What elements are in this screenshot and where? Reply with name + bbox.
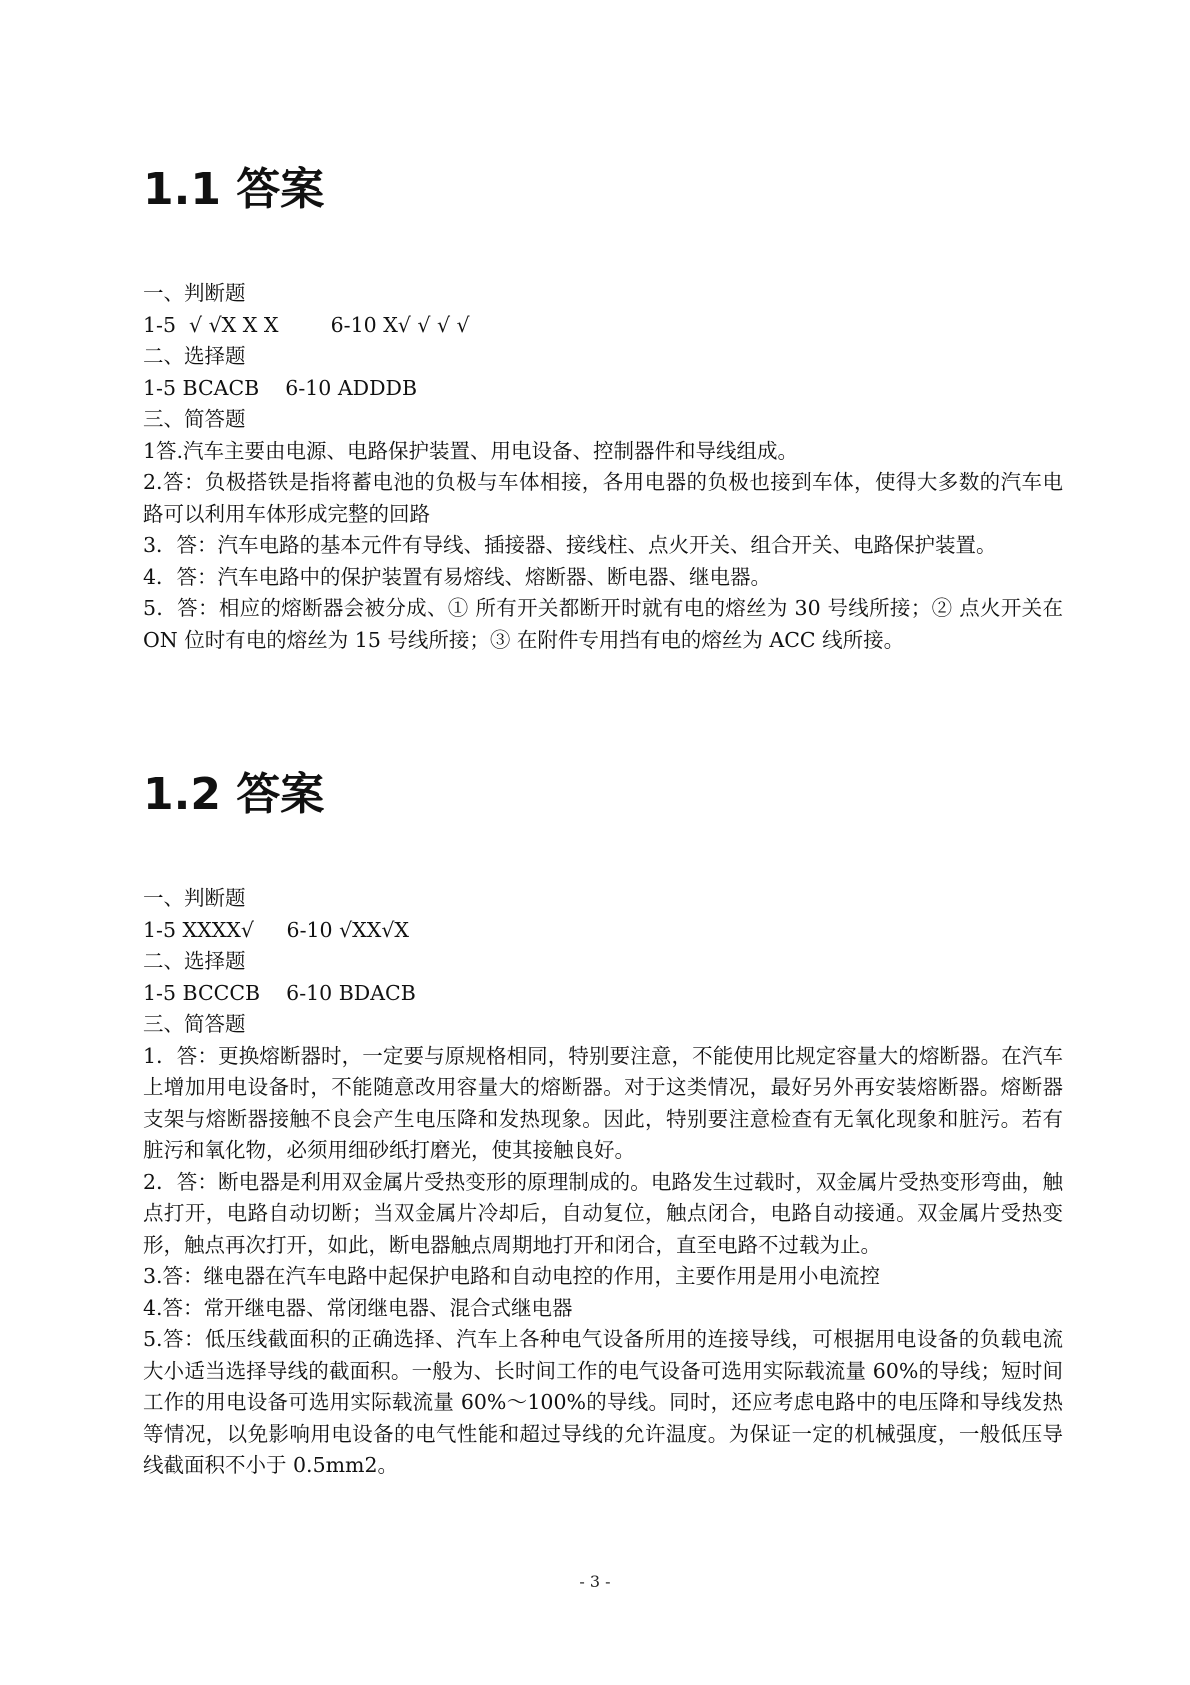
section-heading-short-answer: 三、简答题 xyxy=(143,1012,246,1036)
short-answer-item: 4.答：常开继电器、常闭继电器、混合式继电器 xyxy=(143,1295,573,1320)
short-answer-item: 1．答：更换熔断器时，一定要与原规格相同，特别要注意，不能使用比规定容量大的熔断器。在汽车上增加用电设备时，不能随意改用容量大的熔断器。对于这类情况，最好另外再安装熔断器。熔断器支架与熔断器接触不良会产生电压降和发热现象。因此，特别要注意检查有无氧化现象和脏污。若有脏污和氧化物，必须用细砂纸打磨光，使其接触良好。 xyxy=(143,1043,1063,1162)
section-heading-judgement: 一、判断题 xyxy=(143,281,246,305)
judgement-answers: 1-5 √ √X X X 6-10 X√ √ √ √ xyxy=(143,312,470,337)
short-answer-item: 5.答：低压线截面积的正确选择、汽车上各种电气设备所用的连接导线，可根据用电设备的负载电流大小适当选择导线的截面积。一般为、长时间工作的电气设备可选用实际载流量 60%的导线；短时间工作的用电设备可选用实际载流量 60%～100%的导线。同时，还应考虑电路中的电压降和导线发热等情况，以免影响用电设备的电气性能和超过导线的允许温度。为保证一定的机械强度，一般低压导线截面积不小于 0.5mm2。 xyxy=(143,1327,1063,1477)
section-title: 1.2 答案 xyxy=(143,769,325,820)
short-answer-item: 5．答：相应的熔断器会被分成、① 所有开关都断开时就有电的熔丝为 30 号线所接；② 点火开关在 ON 位时有电的熔丝为 15 号线所接；③ 在附件专用挡有电的熔丝为 ACC 线所接。 xyxy=(143,596,1063,652)
section-heading-choice: 二、选择题 xyxy=(143,344,246,368)
short-answer-item: 3.答：继电器在汽车电路中起保护电路和自动电控的作用，主要作用是用小电流控 xyxy=(143,1264,881,1288)
section-title: 1.1 答案 xyxy=(143,164,325,215)
section-heading-short-answer: 三、简答题 xyxy=(143,407,246,431)
judgement-answers: 1-5 XXXX√ 6-10 √XX√X xyxy=(143,917,410,942)
choice-answers: 1-5 BCCCB 6-10 BDACB xyxy=(143,980,416,1005)
section-1-2 xyxy=(143,765,1063,1482)
section-heading-choice: 二、选择题 xyxy=(143,949,246,973)
section-1-1 xyxy=(143,160,1063,656)
short-answer-item: 4．答：汽车电路中的保护装置有易熔线、熔断器、断电器、继电器。 xyxy=(143,564,772,589)
short-answer-item: 2.答：负极搭铁是指将蓄电池的负极与车体相接，各用电器的负极也接到车体，使得大多数的汽车电路可以利用车体形成完整的回路 xyxy=(143,470,1063,526)
section-heading-judgement: 一、判断题 xyxy=(143,886,246,910)
choice-answers: 1-5 BCACB 6-10 ADDDB xyxy=(143,375,418,400)
short-answer-item: 3．答：汽车电路的基本元件有导线、插接器、接线柱、点火开关、组合开关、电路保护装置。 xyxy=(143,533,997,557)
short-answer-item: 1答.汽车主要由电源、电路保护装置、用电设备、控制器件和导线组成。 xyxy=(143,438,799,463)
page-number: - 3 - xyxy=(579,1572,611,1591)
short-answer-item: 2．答：断电器是利用双金属片受热变形的原理制成的。电路发生过载时，双金属片受热变形弯曲，触点打开，电路自动切断；当双金属片冷却后，自动复位，触点闭合，电路自动接通。双金属片受热变形，触点再次打开，如此，断电器触点周期地打开和闭合，直至电路不过载为止。 xyxy=(143,1169,1063,1257)
